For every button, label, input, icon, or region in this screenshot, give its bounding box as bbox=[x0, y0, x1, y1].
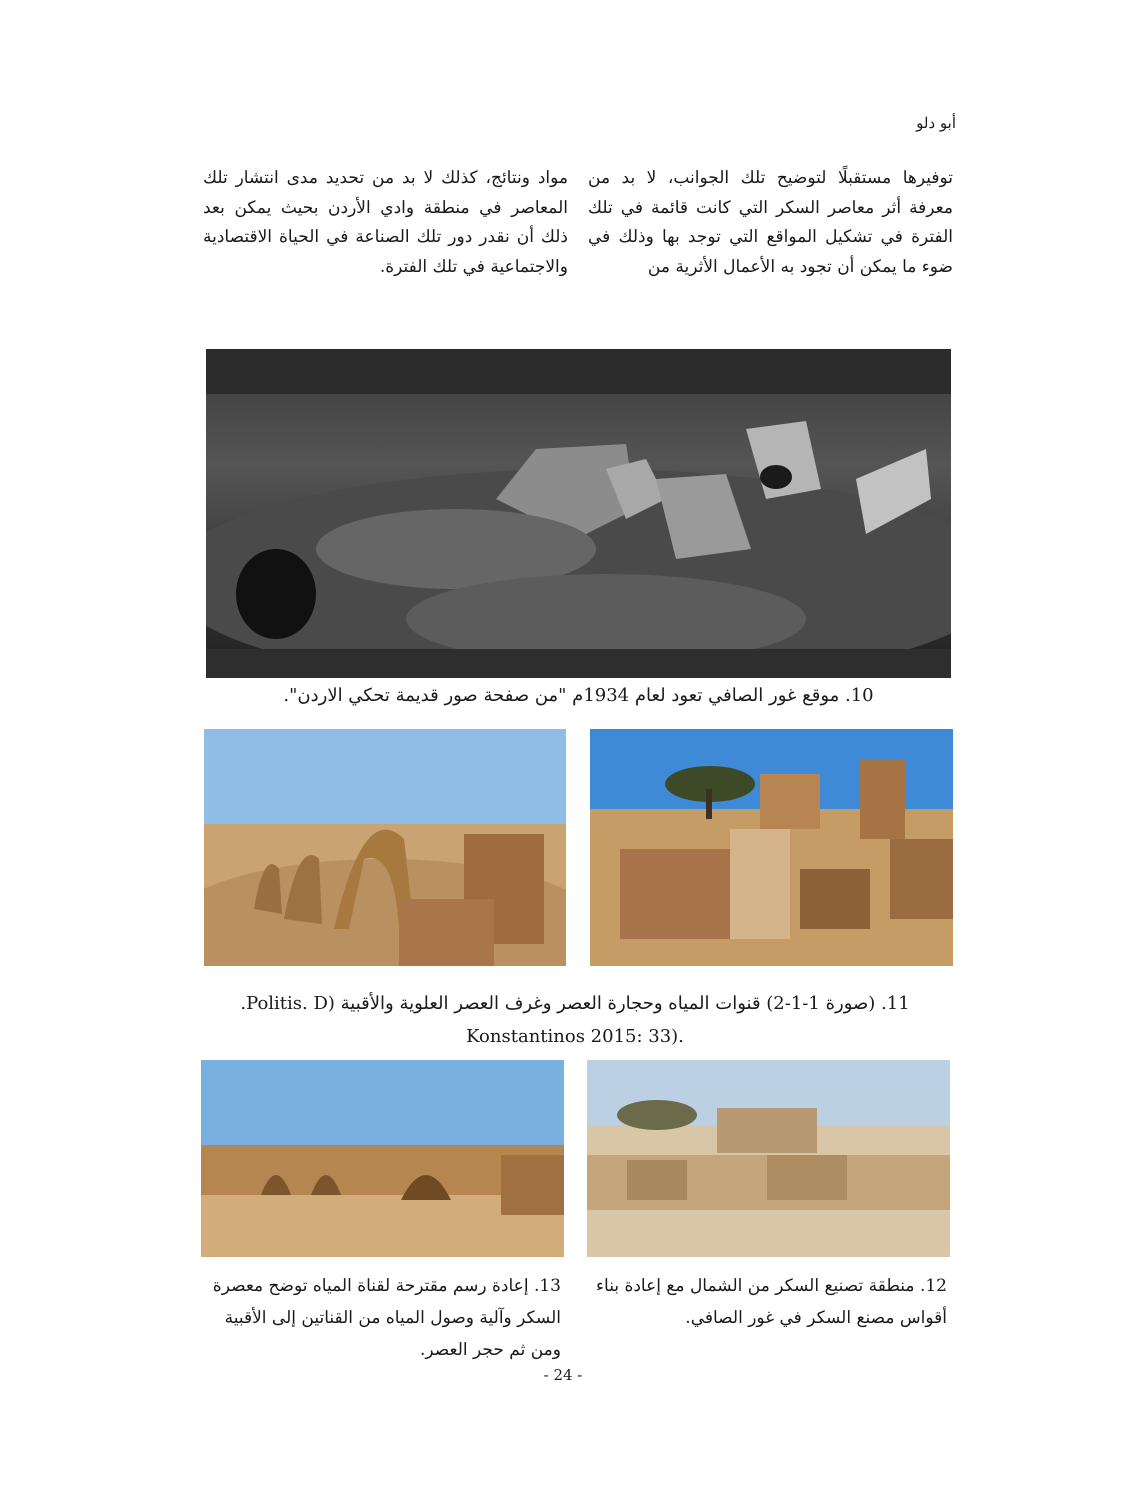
figure-10-caption: 10. موقع غور الصافي تعود لعام 1934م "من صفحة صور قديمة تحكي الاردن". bbox=[283, 685, 874, 706]
page-number: - 24 - bbox=[543, 1366, 583, 1384]
figure-11-photo-right bbox=[590, 729, 953, 966]
figure-11-caption-line1: 11. (صورة 1-1-2) قنوات المياه وحجارة العصر وغرف العصر العلوية والأقبية (Politis. D. bbox=[240, 993, 910, 1014]
figure-11-photo-left bbox=[204, 729, 566, 966]
figure-13-caption: 13. إعادة رسم مقترحة لقناة المياه توضح معصرة السكر وآلية وصول المياه من القناتين إلى الأقبية ومن ثم حجر العصر. bbox=[212, 1276, 561, 1360]
figure-11-caption-line2: Konstantinos 2015: 33). bbox=[466, 1026, 684, 1047]
figure-12-caption: 12. منطقة تصنيع السكر من الشمال مع إعادة بناء أقواس مصنع السكر في غور الصافي. bbox=[596, 1276, 947, 1328]
figure-10-photo bbox=[206, 349, 951, 678]
figure-13-photo bbox=[201, 1060, 564, 1257]
running-header-author: أبو دلو bbox=[916, 114, 956, 132]
figure-12-photo bbox=[587, 1060, 950, 1257]
body-text-right-column: توفيرها مستقبلًا لتوضيح تلك الجوانب، لا بد من معرفة أثر معاصر السكر التي كانت قائمة في تلك الفترة في تشكيل المواقع التي توجد بها وذلك في ضوء ما يمكن أن تجود به الأعمال الأثرية من bbox=[588, 168, 953, 277]
body-text-left-column: مواد ونتائج، كذلك لا بد من تحديد مدى انتشار تلك المعاصر في منطقة وادي الأردن بحيث يمكن بعد ذلك أن نقدر دور تلك الصناعة في الحياة الاقتصادية والاجتماعية في تلك الفترة. bbox=[203, 168, 568, 277]
